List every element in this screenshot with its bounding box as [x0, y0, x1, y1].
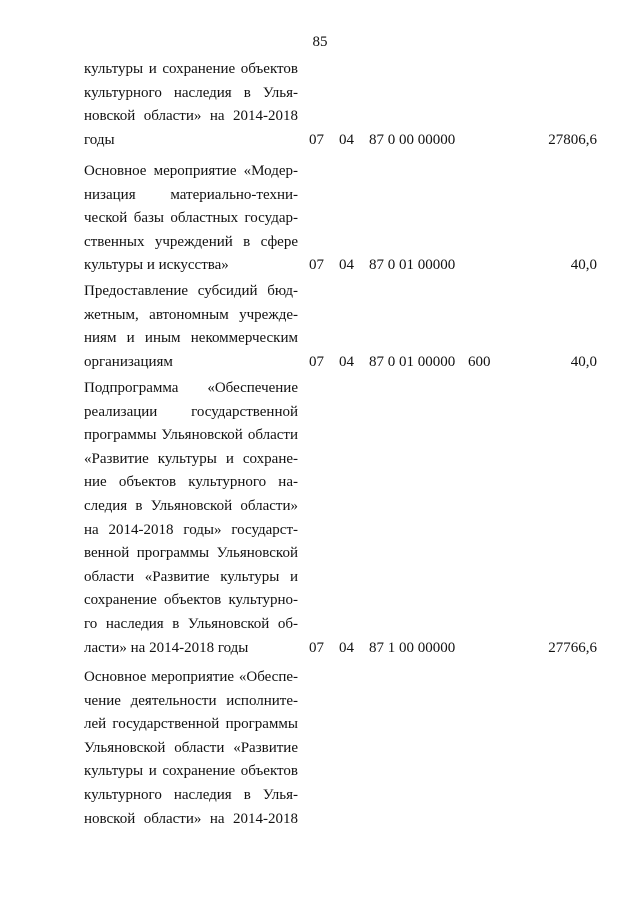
description-line: ние объектов культурного на- [84, 474, 298, 491]
description-line: ниям и иным некоммерческим [84, 330, 298, 347]
subsection-code: 04 [339, 131, 354, 148]
amount: 27766,6 [548, 639, 597, 656]
subsection-code: 04 [339, 353, 354, 370]
description-line: организациям [84, 353, 173, 370]
description-line: Основное мероприятие «Обеспе- [84, 669, 298, 685]
description-line: культуры и сохранение объектов [84, 61, 298, 77]
row-description [84, 377, 298, 660]
section-code: 07 [309, 131, 324, 148]
description-line: Основное мероприятие «Модер- [84, 163, 298, 179]
description-line: новской области» на 2014-2018 [84, 810, 298, 827]
row-description [84, 280, 298, 374]
description-line: программы Ульяновской области [84, 427, 298, 444]
section-code: 07 [309, 257, 324, 274]
description-line: низация материально-техни- [84, 186, 298, 203]
description-line: ческой базы областных государ- [84, 210, 298, 227]
row-description [84, 160, 298, 278]
target-article-code: 87 1 00 00000 [369, 639, 456, 656]
expense-type-code: 600 [468, 353, 491, 370]
description-line: ласти» на 2014-2018 годы [84, 639, 249, 656]
description-line: культурного наследия в Улья- [84, 786, 298, 803]
description-line: Подпрограмма «Обеспечение [84, 380, 298, 396]
subsection-code: 04 [339, 639, 354, 656]
description-line: «Развитие культуры и сохране- [84, 450, 298, 467]
description-line: жетным, автономным учрежде- [84, 306, 298, 323]
target-article-code: 87 0 00 00000 [369, 131, 456, 148]
amount: 27806,6 [548, 131, 597, 148]
description-line: культуры и искусства» [84, 257, 229, 274]
description-line: венной программы Ульяновской [84, 545, 298, 562]
page-number: 85 [312, 34, 328, 50]
description-line: новской области» на 2014-2018 [84, 108, 298, 125]
description-line: на 2014-2018 годы» государст- [84, 521, 298, 538]
description-line: чение деятельности исполните- [84, 692, 298, 709]
description-line: реализации государственной [84, 403, 298, 420]
description-line: культуры и сохранение объектов [84, 763, 298, 780]
description-line: области «Развитие культуры и [84, 568, 298, 585]
amount: 40,0 [570, 257, 597, 274]
description-line: годы [84, 131, 115, 148]
target-article-code: 87 0 01 00000 [369, 353, 456, 370]
subsection-code: 04 [339, 257, 354, 274]
description-line: следия в Ульяновской области» [84, 497, 298, 514]
description-line: Ульяновской области «Развитие [84, 739, 298, 756]
description-line: Предоставление субсидий бюд- [84, 283, 298, 299]
target-article-code: 87 0 01 00000 [369, 257, 456, 274]
amount: 40,0 [570, 353, 597, 370]
description-line: го наследия в Ульяновской об- [84, 615, 298, 632]
row-description [84, 58, 298, 152]
row-description [84, 666, 298, 831]
description-line: ственных учреждений в сфере [84, 233, 298, 250]
description-line: сохранение объектов культурно- [84, 592, 298, 609]
description-line: лей государственной программы [84, 716, 298, 733]
section-code: 07 [309, 639, 324, 656]
section-code: 07 [309, 353, 324, 370]
description-line: культурного наследия в Улья- [84, 84, 298, 101]
